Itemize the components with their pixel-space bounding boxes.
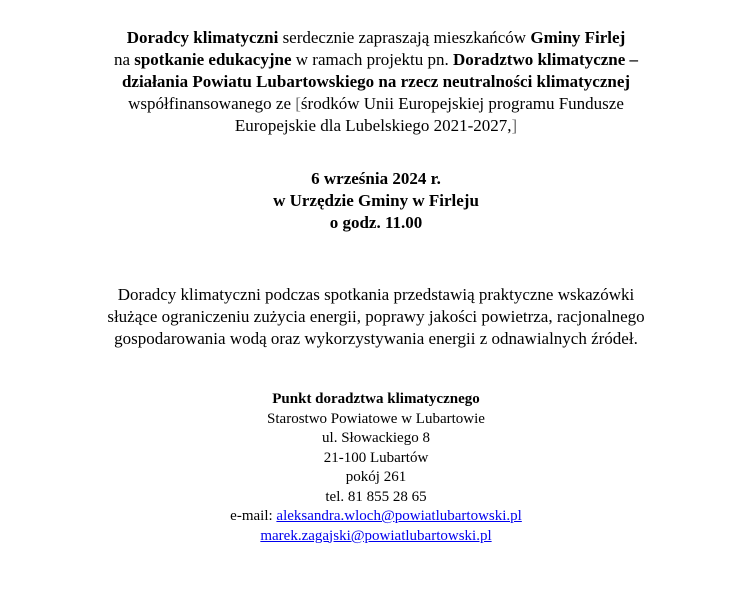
contact-phone: tel. 81 855 28 65 (325, 488, 427, 505)
contact-email-line-1 (0, 507, 752, 527)
contact-organization: Starostwo Powiatowe w Lubartowie (267, 410, 485, 427)
intro-line-4 (0, 93, 752, 115)
email-label: e-mail: (230, 508, 277, 524)
contact-city: 21-100 Lubartów (323, 449, 429, 466)
description-line-2: służące ograniczeniu zużycia energii, poprawy jakości powietrza, racjonalnego (107, 307, 645, 326)
intro-text: w ramach projektu pn. (291, 50, 453, 69)
intro-bold-project-title: Doradztwo klimatyczne – (452, 50, 639, 69)
intro-bold-project-title-cont: działania Powiatu Lubartowskiego na rzecz neutralności klimatycznej (121, 72, 631, 91)
intro-text: Europejskie dla Lubelskiego 2021-2027, (234, 116, 512, 135)
description-paragraph (0, 284, 752, 350)
event-details (0, 168, 752, 234)
description-line-1: Doradcy klimatyczni podczas spotkania przedstawią praktyczne wskazówki (117, 285, 635, 304)
contact-street: ul. Słowackiego 8 (322, 430, 430, 446)
event-time: o godz. 11.00 (329, 213, 423, 232)
intro-text: środków Unii Europejskiej programu Fundusze (300, 94, 624, 113)
intro-text: współfinansowanego ze (128, 94, 296, 113)
intro-line-5 (0, 115, 752, 137)
intro-line-1 (0, 27, 752, 49)
contact-email-line-2 (0, 527, 752, 547)
intro-bold-gmina: Gminy Firlej (530, 28, 626, 47)
email-link-marek[interactable]: marek.zagajski@powiatlubartowski.pl (260, 527, 492, 544)
event-place: w Urzędzie Gminy w Firleju (273, 191, 479, 210)
intro-bold-meeting: spotkanie edukacyjne (134, 50, 292, 69)
intro-line-3 (0, 71, 752, 93)
bookmark-close-bracket: ] (511, 116, 518, 135)
event-date: 6 września 2024 r. (311, 169, 441, 188)
intro-line-2 (0, 49, 752, 71)
intro-paragraph (0, 0, 752, 137)
description-line-3: gospodarowania wodą oraz wykorzystywania energii z odnawialnych źródeł. (114, 329, 638, 348)
contact-block (0, 390, 752, 546)
intro-text: serdecznie zapraszają mieszkańców (278, 28, 531, 47)
contact-room: pokój 261 (345, 469, 407, 485)
contact-heading: Punkt doradztwa klimatycznego (272, 391, 480, 407)
intro-text: na (113, 50, 135, 69)
email-link-aleksandra[interactable]: aleksandra.wloch@powiatlubartowski.pl (276, 508, 522, 524)
bookmark-open-bracket: [ (295, 94, 301, 113)
intro-bold-advisors: Doradcy klimatyczni (126, 28, 279, 47)
